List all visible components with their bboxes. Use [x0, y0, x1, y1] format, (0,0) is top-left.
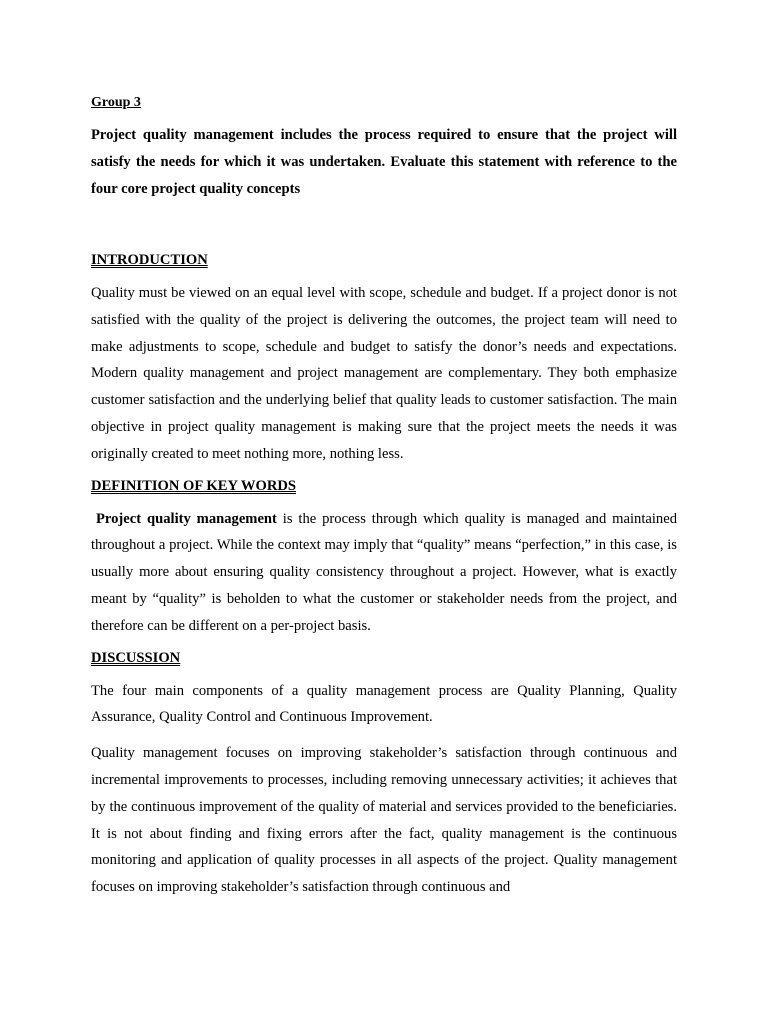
- definitions-heading: DEFINITION OF KEY WORDS: [91, 477, 297, 494]
- discussion-paragraph-1: The four main components of a quality management process are Quality Planning, Quality Assurance, Quality Control and Continuous Improvement.: [91, 682, 677, 726]
- definition-term: Project quality management: [96, 510, 277, 527]
- introduction-paragraph: Quality must be viewed on an equal level with scope, schedule and budget. If a project donor is not satisfied with the quality of the project is delivering the outcomes, the project team will need to make adjustments to scope, schedule and budget to satisfy the donor’s needs and expectations. Modern quality management and project management are complementary. They both emphasize customer satisfaction and the underlying belief that quality leads to customer satisfaction. The main objective in project quality management is making sure that the project meets the needs it was originally created to meet nothing more, nothing less.: [91, 285, 677, 462]
- spacer: [91, 203, 677, 251]
- discussion-paragraph-2: Quality management focuses on improving stakeholder’s satisfaction through continuous and incremental improvements to processes, including removing unnecessary activities; it achieves that by the continuous improvement of the quality of material and services provided to the beneficiaries. It is not about finding and fixing errors after the fact, quality management is the continuous monitoring and application of quality processes in all aspects of the project. Quality management focuses on improving stakeholder’s satisfaction through continuous and: [91, 745, 677, 896]
- assignment-question: Project quality management includes the process required to ensure that the project will satisfy the needs for which it was undertaken. Evaluate this statement with reference to the four core project quality concepts: [91, 127, 677, 197]
- document-page: [91, 94, 677, 910]
- definition-text: is the process through which quality is managed and maintained throughout a project. While the context may imply that “quality” means “perfection,” in this case, is usually more about ensuring quality consistency throughout a project. However, what is exactly meant by “quality” is beholden to what the customer or stakeholder needs from the project, and therefore can be different on a per-project basis.: [91, 510, 677, 634]
- introduction-heading: INTRODUCTION: [91, 252, 208, 268]
- discussion-heading: DISCUSSION: [91, 649, 181, 666]
- group-title: Group 3: [91, 95, 141, 110]
- definition-paragraph: [91, 506, 677, 640]
